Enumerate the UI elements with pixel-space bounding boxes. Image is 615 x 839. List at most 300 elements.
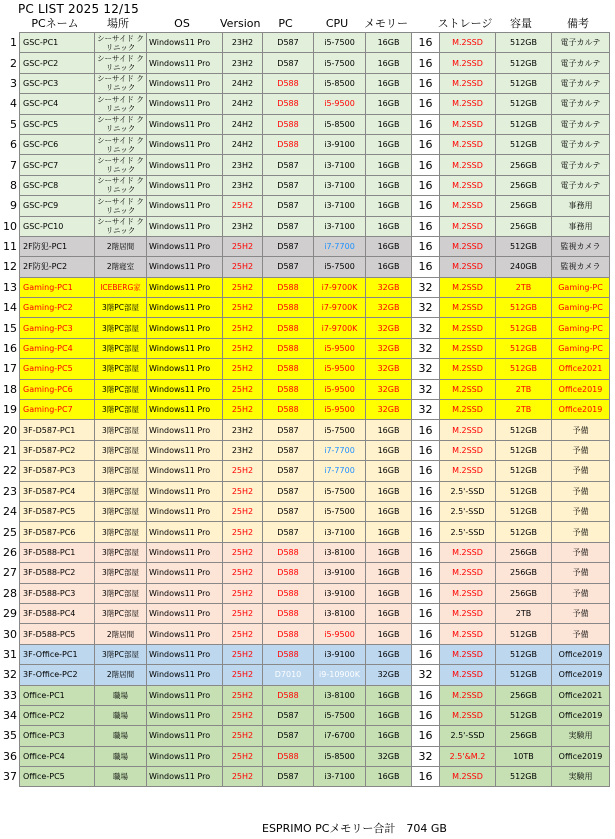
table-row <box>3 53 610 73</box>
capacity-cell: 512GB <box>496 522 552 542</box>
pc-name-cell: GSC-PC5 <box>20 114 95 134</box>
memory-cell: 16GB <box>366 175 412 195</box>
version-cell: 25H2 <box>223 522 263 542</box>
memory-cell: 16GB <box>366 501 412 521</box>
memory-total: ESPRIMO PCメモリー合計 704 GB <box>262 822 447 835</box>
cpu-cell: i3-7100 <box>314 767 366 787</box>
pc-model-cell: D588 <box>263 400 314 420</box>
version-cell: 25H2 <box>223 501 263 521</box>
location-cell: 3階PC部屋 <box>95 400 147 420</box>
memory-gb-cell: 16 <box>412 461 440 481</box>
capacity-cell: 256GB <box>496 155 552 175</box>
cpu-cell: i5-7500 <box>314 501 366 521</box>
cpu-cell: i7-9700K <box>314 298 366 318</box>
header-storage: ストレージ <box>437 17 493 30</box>
pc-name-cell: 2F防犯-PC2 <box>20 257 95 277</box>
capacity-cell: 512GB <box>496 501 552 521</box>
memory-gb-cell: 16 <box>412 440 440 460</box>
row-number: 36 <box>3 746 20 766</box>
os-cell: Windows11 Pro <box>147 134 223 154</box>
memory-cell: 16GB <box>366 542 412 562</box>
table-row <box>3 236 610 256</box>
memory-cell: 16GB <box>366 53 412 73</box>
version-cell: 25H2 <box>223 603 263 623</box>
table-row <box>3 522 610 542</box>
note-cell: 電子カルテ <box>552 134 610 154</box>
pc-model-cell: D587 <box>263 522 314 542</box>
row-number: 14 <box>3 298 20 318</box>
note-cell: Office2019 <box>552 379 610 399</box>
note-cell: 監視カメラ <box>552 236 610 256</box>
os-cell: Windows11 Pro <box>147 440 223 460</box>
cpu-cell: i3-9100 <box>314 644 366 664</box>
pc-model-cell: D587 <box>263 726 314 746</box>
storage-cell: M.2SSD <box>440 420 496 440</box>
pc-name-cell: Gaming-PC7 <box>20 400 95 420</box>
capacity-cell: 256GB <box>496 542 552 562</box>
memory-cell: 16GB <box>366 522 412 542</box>
pc-model-cell: D588 <box>263 379 314 399</box>
pc-name-cell: 3F-D587-PC3 <box>20 461 95 481</box>
cpu-cell: i7-7700 <box>314 440 366 460</box>
cpu-cell: i3-7100 <box>314 155 366 175</box>
location-cell: 3階PC部屋 <box>95 338 147 358</box>
pc-name-cell: 3F-D587-PC2 <box>20 440 95 460</box>
note-cell: Office2021 <box>552 685 610 705</box>
row-number: 17 <box>3 359 20 379</box>
storage-cell: 2.5'&M.2 <box>440 746 496 766</box>
note-cell: 電子カルテ <box>552 114 610 134</box>
note-cell: 電子カルテ <box>552 73 610 93</box>
note-cell: Gaming-PC <box>552 338 610 358</box>
memory-gb-cell: 16 <box>412 114 440 134</box>
version-cell: 25H2 <box>223 644 263 664</box>
table-row <box>3 400 610 420</box>
storage-cell: 2.5'-SSD <box>440 481 496 501</box>
table-row <box>3 277 610 297</box>
pc-name-cell: 3F-D587-PC4 <box>20 481 95 501</box>
row-number: 18 <box>3 379 20 399</box>
cpu-cell: i5-7500 <box>314 705 366 725</box>
pc-name-cell: 3F-D588-PC5 <box>20 624 95 644</box>
cpu-cell: i5-8500 <box>314 73 366 93</box>
pc-name-cell: 3F-Office-PC2 <box>20 665 95 685</box>
cpu-cell: i5-7500 <box>314 257 366 277</box>
pc-model-cell: D588 <box>263 338 314 358</box>
note-cell: 予備 <box>552 420 610 440</box>
memory-cell: 16GB <box>366 767 412 787</box>
os-cell: Windows11 Pro <box>147 603 223 623</box>
pc-name-cell: Office-PC2 <box>20 705 95 725</box>
row-number: 25 <box>3 522 20 542</box>
memory-cell: 16GB <box>366 33 412 53</box>
storage-cell: M.2SSD <box>440 440 496 460</box>
os-cell: Windows11 Pro <box>147 542 223 562</box>
memory-cell: 16GB <box>366 440 412 460</box>
header-os: OS <box>174 17 190 30</box>
capacity-cell: 512GB <box>496 644 552 664</box>
pc-name-cell: Gaming-PC6 <box>20 379 95 399</box>
cpu-cell: i3-8100 <box>314 542 366 562</box>
cpu-cell: i5-9500 <box>314 400 366 420</box>
memory-gb-cell: 16 <box>412 603 440 623</box>
location-cell: 3階PC部屋 <box>95 359 147 379</box>
storage-cell: M.2SSD <box>440 359 496 379</box>
pc-model-cell: D587 <box>263 257 314 277</box>
pc-model-cell: D588 <box>263 114 314 134</box>
version-cell: 25H2 <box>223 236 263 256</box>
cpu-cell: i5-9500 <box>314 359 366 379</box>
storage-cell: M.2SSD <box>440 583 496 603</box>
storage-cell: M.2SSD <box>440 155 496 175</box>
version-cell: 25H2 <box>223 257 263 277</box>
table-row <box>3 501 610 521</box>
storage-cell: M.2SSD <box>440 114 496 134</box>
cpu-cell: i3-9100 <box>314 583 366 603</box>
table-row <box>3 338 610 358</box>
note-cell: 予備 <box>552 563 610 583</box>
pc-model-cell: D587 <box>263 461 314 481</box>
row-number: 28 <box>3 583 20 603</box>
note-cell: 事務用 <box>552 216 610 236</box>
memory-cell: 16GB <box>366 216 412 236</box>
location-cell: シーサイド クリニック <box>95 196 147 216</box>
storage-cell: M.2SSD <box>440 379 496 399</box>
row-number: 29 <box>3 603 20 623</box>
pc-model-cell: D587 <box>263 216 314 236</box>
os-cell: Windows11 Pro <box>147 400 223 420</box>
memory-gb-cell: 16 <box>412 216 440 236</box>
storage-cell: 2.5'-SSD <box>440 726 496 746</box>
cpu-cell: i3-8100 <box>314 685 366 705</box>
version-cell: 25H2 <box>223 338 263 358</box>
note-cell: Gaming-PC <box>552 277 610 297</box>
table-row <box>3 705 610 725</box>
version-cell: 23H2 <box>223 216 263 236</box>
location-cell: 職場 <box>95 726 147 746</box>
version-cell: 25H2 <box>223 665 263 685</box>
pc-name-cell: GSC-PC7 <box>20 155 95 175</box>
location-cell: シーサイド クリニック <box>95 53 147 73</box>
version-cell: 23H2 <box>223 155 263 175</box>
memory-cell: 32GB <box>366 379 412 399</box>
capacity-cell: 512GB <box>496 94 552 114</box>
memory-cell: 16GB <box>366 705 412 725</box>
memory-gb-cell: 16 <box>412 726 440 746</box>
storage-cell: M.2SSD <box>440 767 496 787</box>
location-cell: 職場 <box>95 685 147 705</box>
version-cell: 24H2 <box>223 73 263 93</box>
note-cell: Office2019 <box>552 644 610 664</box>
cpu-cell: i5-7500 <box>314 481 366 501</box>
capacity-cell: 2TB <box>496 603 552 623</box>
cpu-cell: i3-7100 <box>314 175 366 195</box>
capacity-cell: 512GB <box>496 767 552 787</box>
row-number: 3 <box>3 73 20 93</box>
cpu-cell: i5-9500 <box>314 624 366 644</box>
note-cell: Gaming-PC <box>552 318 610 338</box>
memory-cell: 32GB <box>366 277 412 297</box>
pc-name-cell: Gaming-PC3 <box>20 318 95 338</box>
note-cell: 予備 <box>552 481 610 501</box>
row-number: 13 <box>3 277 20 297</box>
pc-list-body <box>3 33 610 787</box>
os-cell: Windows11 Pro <box>147 196 223 216</box>
table-row <box>3 624 610 644</box>
table-row <box>3 726 610 746</box>
capacity-cell: 10TB <box>496 746 552 766</box>
os-cell: Windows11 Pro <box>147 298 223 318</box>
note-cell: 電子カルテ <box>552 53 610 73</box>
memory-gb-cell: 16 <box>412 420 440 440</box>
capacity-cell: 256GB <box>496 175 552 195</box>
table-row <box>3 33 610 53</box>
table-row <box>3 583 610 603</box>
header-cpu: CPU <box>325 17 349 30</box>
memory-cell: 16GB <box>366 461 412 481</box>
pc-name-cell: GSC-PC9 <box>20 196 95 216</box>
location-cell: シーサイド クリニック <box>95 73 147 93</box>
os-cell: Windows11 Pro <box>147 236 223 256</box>
capacity-cell: 512GB <box>496 114 552 134</box>
memory-gb-cell: 16 <box>412 624 440 644</box>
pc-name-cell: 3F-D588-PC1 <box>20 542 95 562</box>
pc-model-cell: D587 <box>263 440 314 460</box>
row-number: 7 <box>3 155 20 175</box>
location-cell: 3階PC部屋 <box>95 481 147 501</box>
location-cell: 職場 <box>95 767 147 787</box>
storage-cell: M.2SSD <box>440 542 496 562</box>
capacity-cell: 512GB <box>496 420 552 440</box>
table-row <box>3 155 610 175</box>
pc-name-cell: Gaming-PC5 <box>20 359 95 379</box>
table-row <box>3 481 610 501</box>
pc-model-cell: D587 <box>263 33 314 53</box>
cpu-cell: i3-7100 <box>314 522 366 542</box>
storage-cell: M.2SSD <box>440 400 496 420</box>
cpu-cell: i5-7500 <box>314 33 366 53</box>
note-cell: 実験用 <box>552 767 610 787</box>
version-cell: 25H2 <box>223 196 263 216</box>
capacity-cell: 512GB <box>496 461 552 481</box>
header-location: 場所 <box>107 17 129 30</box>
memory-gb-cell: 16 <box>412 705 440 725</box>
capacity-cell: 512GB <box>496 298 552 318</box>
os-cell: Windows11 Pro <box>147 53 223 73</box>
storage-cell: M.2SSD <box>440 257 496 277</box>
page-title: PC LIST 2025 12/15 <box>18 2 139 16</box>
version-cell: 25H2 <box>223 624 263 644</box>
memory-gb-cell: 16 <box>412 134 440 154</box>
location-cell: 3階PC部屋 <box>95 379 147 399</box>
storage-cell: M.2SSD <box>440 665 496 685</box>
storage-cell: M.2SSD <box>440 563 496 583</box>
row-number: 35 <box>3 726 20 746</box>
memory-cell: 32GB <box>366 400 412 420</box>
memory-gb-cell: 32 <box>412 400 440 420</box>
version-cell: 25H2 <box>223 298 263 318</box>
pc-model-cell: D588 <box>263 644 314 664</box>
location-cell: シーサイド クリニック <box>95 175 147 195</box>
table-row <box>3 644 610 664</box>
capacity-cell: 256GB <box>496 216 552 236</box>
memory-cell: 16GB <box>366 257 412 277</box>
storage-cell: 2.5'-SSD <box>440 501 496 521</box>
row-number: 6 <box>3 134 20 154</box>
table-row <box>3 461 610 481</box>
location-cell: 2階居間 <box>95 624 147 644</box>
cpu-cell: i7-9700K <box>314 318 366 338</box>
row-number: 9 <box>3 196 20 216</box>
row-number: 16 <box>3 338 20 358</box>
cpu-cell: i7-7700 <box>314 461 366 481</box>
pc-model-cell: D588 <box>263 73 314 93</box>
storage-cell: M.2SSD <box>440 175 496 195</box>
storage-cell: M.2SSD <box>440 73 496 93</box>
storage-cell: M.2SSD <box>440 318 496 338</box>
pc-model-cell: D588 <box>263 624 314 644</box>
table-row <box>3 134 610 154</box>
cpu-cell: i5-7500 <box>314 420 366 440</box>
capacity-cell: 512GB <box>496 73 552 93</box>
capacity-cell: 256GB <box>496 196 552 216</box>
memory-gb-cell: 16 <box>412 33 440 53</box>
note-cell: 電子カルテ <box>552 94 610 114</box>
pc-name-cell: 3F-D588-PC4 <box>20 603 95 623</box>
row-number: 15 <box>3 318 20 338</box>
row-number: 12 <box>3 257 20 277</box>
pc-list-table <box>3 32 610 787</box>
version-cell: 25H2 <box>223 481 263 501</box>
row-number: 10 <box>3 216 20 236</box>
version-cell: 25H2 <box>223 746 263 766</box>
row-number: 37 <box>3 767 20 787</box>
location-cell: 3階PC部屋 <box>95 461 147 481</box>
memory-gb-cell: 32 <box>412 277 440 297</box>
storage-cell: M.2SSD <box>440 216 496 236</box>
table-row <box>3 603 610 623</box>
os-cell: Windows11 Pro <box>147 501 223 521</box>
location-cell: シーサイド クリニック <box>95 134 147 154</box>
pc-model-cell: D7010 <box>263 665 314 685</box>
row-number: 22 <box>3 461 20 481</box>
location-cell: 3階PC部屋 <box>95 522 147 542</box>
table-row <box>3 196 610 216</box>
storage-cell: M.2SSD <box>440 705 496 725</box>
memory-gb-cell: 16 <box>412 501 440 521</box>
capacity-cell: 256GB <box>496 685 552 705</box>
pc-model-cell: D588 <box>263 603 314 623</box>
cpu-cell: i3-8100 <box>314 603 366 623</box>
version-cell: 25H2 <box>223 318 263 338</box>
capacity-cell: 512GB <box>496 665 552 685</box>
location-cell: シーサイド クリニック <box>95 94 147 114</box>
capacity-cell: 256GB <box>496 726 552 746</box>
location-cell: 3階PC部屋 <box>95 420 147 440</box>
storage-cell: M.2SSD <box>440 236 496 256</box>
os-cell: Windows11 Pro <box>147 33 223 53</box>
capacity-cell: 2TB <box>496 379 552 399</box>
row-number: 33 <box>3 685 20 705</box>
row-number: 24 <box>3 501 20 521</box>
row-number: 1 <box>3 33 20 53</box>
os-cell: Windows11 Pro <box>147 175 223 195</box>
pc-name-cell: GSC-PC8 <box>20 175 95 195</box>
pc-model-cell: D587 <box>263 53 314 73</box>
os-cell: Windows11 Pro <box>147 94 223 114</box>
note-cell: 予備 <box>552 583 610 603</box>
pc-model-cell: D587 <box>263 705 314 725</box>
row-number: 32 <box>3 665 20 685</box>
os-cell: Windows11 Pro <box>147 644 223 664</box>
note-cell: 監視カメラ <box>552 257 610 277</box>
memory-cell: 16GB <box>366 481 412 501</box>
pc-model-cell: D588 <box>263 542 314 562</box>
storage-cell: M.2SSD <box>440 298 496 318</box>
pc-model-cell: D588 <box>263 359 314 379</box>
pc-model-cell: D588 <box>263 746 314 766</box>
capacity-cell: 512GB <box>496 481 552 501</box>
table-row <box>3 665 610 685</box>
note-cell: Office2019 <box>552 400 610 420</box>
cpu-cell: i3-9100 <box>314 134 366 154</box>
pc-name-cell: Gaming-PC2 <box>20 298 95 318</box>
table-row <box>3 440 610 460</box>
table-row <box>3 216 610 236</box>
pc-name-cell: Gaming-PC4 <box>20 338 95 358</box>
note-cell: 予備 <box>552 542 610 562</box>
memory-cell: 16GB <box>366 134 412 154</box>
pc-name-cell: 3F-D588-PC3 <box>20 583 95 603</box>
table-row <box>3 359 610 379</box>
cpu-cell: i9-10900K <box>314 665 366 685</box>
os-cell: Windows11 Pro <box>147 379 223 399</box>
os-cell: Windows11 Pro <box>147 767 223 787</box>
pc-model-cell: D588 <box>263 277 314 297</box>
header-pc-model: PC <box>278 17 293 30</box>
storage-cell: M.2SSD <box>440 644 496 664</box>
version-cell: 24H2 <box>223 134 263 154</box>
table-row <box>3 73 610 93</box>
location-cell: シーサイド クリニック <box>95 114 147 134</box>
cpu-cell: i5-9500 <box>314 94 366 114</box>
os-cell: Windows11 Pro <box>147 522 223 542</box>
location-cell: 2階寝室 <box>95 257 147 277</box>
memory-cell: 16GB <box>366 236 412 256</box>
cpu-cell: i3-7100 <box>314 196 366 216</box>
table-row <box>3 318 610 338</box>
table-row <box>3 379 610 399</box>
capacity-cell: 512GB <box>496 705 552 725</box>
cpu-cell: i7-9700K <box>314 277 366 297</box>
memory-gb-cell: 32 <box>412 318 440 338</box>
version-cell: 25H2 <box>223 400 263 420</box>
version-cell: 25H2 <box>223 726 263 746</box>
row-number: 11 <box>3 236 20 256</box>
pc-model-cell: D588 <box>263 134 314 154</box>
memory-gb-cell: 16 <box>412 257 440 277</box>
memory-gb-cell: 16 <box>412 767 440 787</box>
note-cell: 事務用 <box>552 196 610 216</box>
capacity-cell: 512GB <box>496 318 552 338</box>
memory-gb-cell: 16 <box>412 175 440 195</box>
row-number: 31 <box>3 644 20 664</box>
location-cell: 3階PC部屋 <box>95 542 147 562</box>
memory-cell: 16GB <box>366 420 412 440</box>
note-cell: Office2019 <box>552 705 610 725</box>
pc-model-cell: D588 <box>263 94 314 114</box>
location-cell: 3階PC部屋 <box>95 644 147 664</box>
